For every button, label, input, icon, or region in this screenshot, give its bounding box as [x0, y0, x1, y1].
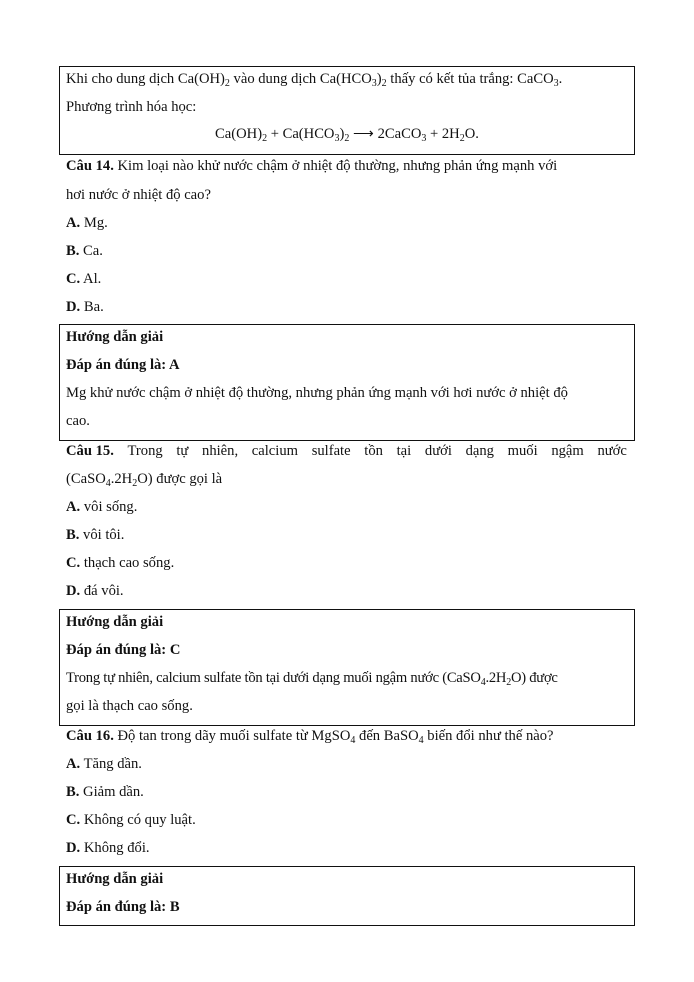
- answer-text: Đáp án đúng là: C: [66, 642, 181, 658]
- option-text: đá vôi.: [80, 583, 124, 599]
- subscript: 2: [506, 677, 511, 688]
- subscript: 4: [480, 677, 486, 688]
- text: Khi cho dung dịch Ca(OH): [66, 71, 225, 87]
- subscript: 2: [459, 133, 465, 144]
- solution-explanation-line-1: [66, 669, 558, 687]
- option-c[interactable]: [66, 554, 174, 572]
- word: calcium: [251, 443, 298, 459]
- word: ngậm: [551, 443, 584, 459]
- question-label: Câu 15.: [66, 443, 114, 459]
- option-c[interactable]: [66, 270, 101, 288]
- option-text: Tăng dần.: [80, 756, 142, 772]
- solution-answer: [66, 356, 180, 374]
- option-a[interactable]: [66, 498, 137, 516]
- word: nước: [597, 443, 627, 459]
- option-d[interactable]: [66, 582, 124, 600]
- question-label: Câu 14.: [66, 158, 114, 174]
- intro-line-2: Phương trình hóa học:: [66, 99, 197, 115]
- word: tự: [176, 443, 189, 459]
- solution-heading: [66, 613, 163, 631]
- intro-line-1: [66, 70, 562, 88]
- option-letter: B.: [66, 527, 80, 543]
- chemical-equation: [59, 125, 635, 143]
- word: Trong: [127, 443, 163, 459]
- option-d[interactable]: [66, 839, 150, 857]
- subscript: 3: [334, 133, 340, 144]
- option-d[interactable]: [66, 298, 104, 316]
- word: dạng: [465, 443, 494, 459]
- option-a[interactable]: [66, 214, 108, 232]
- text: Ca(OH): [215, 126, 263, 142]
- option-text: Giảm dần.: [79, 784, 144, 800]
- option-letter: C.: [66, 555, 81, 571]
- option-text: Ca.: [79, 243, 103, 259]
- option-letter: C.: [66, 271, 81, 287]
- word: tại: [396, 443, 412, 459]
- option-text: vôi tôi.: [79, 527, 125, 543]
- text: Trong tự nhiên, calcium sulfate tồn tại dưới dạng muối ngậm nước (CaSO: [66, 670, 481, 686]
- option-text: Al.: [80, 271, 102, 287]
- option-letter: B.: [66, 784, 80, 800]
- question-16-text: [66, 727, 554, 745]
- option-c[interactable]: [66, 811, 196, 829]
- word: muối: [507, 443, 538, 459]
- question-14-text-line-2: hơi nước ở nhiệt độ cao?: [66, 187, 211, 203]
- subscript: 4: [105, 478, 111, 489]
- option-text: Không đổi.: [80, 840, 150, 856]
- subscript: 2: [344, 133, 350, 144]
- option-letter: A.: [66, 756, 81, 772]
- text: .2H: [485, 670, 507, 686]
- text: + 2H: [426, 126, 460, 142]
- text: ): [339, 126, 345, 142]
- text: Độ tan trong dãy muối sulfate từ MgSO: [113, 728, 351, 744]
- option-letter: C.: [66, 812, 81, 828]
- subscript: 2: [132, 478, 138, 489]
- solution-answer: [66, 641, 180, 659]
- subscript: 3: [421, 133, 427, 144]
- text: thấy có kết tủa trắng: CaCO: [386, 71, 554, 87]
- question-15-text-line-1: [66, 442, 627, 460]
- solution-answer: [66, 898, 180, 916]
- text: O.: [464, 126, 479, 142]
- answer-text: Đáp án đúng là: A: [66, 357, 180, 373]
- text: ): [376, 71, 382, 87]
- subscript: 3: [371, 78, 377, 89]
- option-letter: A.: [66, 499, 81, 515]
- option-text: Mg.: [80, 215, 108, 231]
- option-letter: D.: [66, 299, 81, 315]
- word: tồn: [364, 443, 383, 459]
- text: .: [558, 71, 563, 87]
- question-14-text-line-1: [66, 157, 627, 175]
- subscript: 2: [224, 78, 230, 89]
- heading-text: Hướng dẫn giải: [66, 614, 164, 630]
- option-letter: A.: [66, 215, 81, 231]
- subscript: 3: [553, 78, 559, 89]
- option-text: vôi sống.: [80, 499, 138, 515]
- question-15-text-line-2: [66, 470, 222, 488]
- option-letter: B.: [66, 243, 80, 259]
- option-text: thạch cao sống.: [80, 555, 175, 571]
- text: .2H: [110, 471, 133, 487]
- answer-text: Đáp án đúng là: B: [66, 899, 180, 915]
- text: biến đổi như thế nào?: [423, 728, 554, 744]
- option-letter: D.: [66, 583, 81, 599]
- option-a[interactable]: [66, 755, 142, 773]
- subscript: 4: [350, 735, 356, 746]
- text: + Ca(HCO: [267, 126, 335, 142]
- text: ⟶ 2CaCO: [349, 126, 422, 142]
- solution-explanation-line-2: gọi là thạch cao sống.: [66, 698, 193, 714]
- option-b[interactable]: [66, 783, 144, 801]
- text: đến BaSO: [355, 728, 419, 744]
- subscript: 4: [418, 735, 424, 746]
- option-b[interactable]: [66, 242, 103, 260]
- solution-explanation-line-1: Mg khử nước chậm ở nhiệt độ thường, nhưng phản ứng mạnh với hơi nước ở nhiệt độ: [66, 385, 568, 401]
- subscript: 2: [381, 78, 387, 89]
- heading-text: Hướng dẫn giải: [66, 329, 164, 345]
- question-label: Câu 16.: [66, 728, 114, 744]
- subscript: 2: [262, 133, 268, 144]
- option-text: Ba.: [80, 299, 104, 315]
- word: sulfate: [311, 443, 351, 459]
- heading-text: Hướng dẫn giải: [66, 871, 164, 887]
- question-text: Kim loại nào khử nước chậm ở nhiệt độ thường, nhưng phản ứng mạnh với: [113, 158, 558, 174]
- option-text: Không có quy luật.: [80, 812, 196, 828]
- solution-explanation-line-2: cao.: [66, 413, 90, 429]
- question-14-body: [66, 157, 557, 175]
- word: dưới: [424, 443, 452, 459]
- word: nhiên,: [202, 443, 239, 459]
- text: O) được gọi là: [137, 471, 223, 487]
- text: O) được: [510, 670, 558, 686]
- solution-heading: [66, 870, 163, 888]
- option-letter: D.: [66, 840, 81, 856]
- text: (CaSO: [66, 471, 106, 487]
- text: vào dung dịch Ca(HCO: [229, 71, 372, 87]
- option-b[interactable]: [66, 526, 124, 544]
- solution-heading: [66, 328, 163, 346]
